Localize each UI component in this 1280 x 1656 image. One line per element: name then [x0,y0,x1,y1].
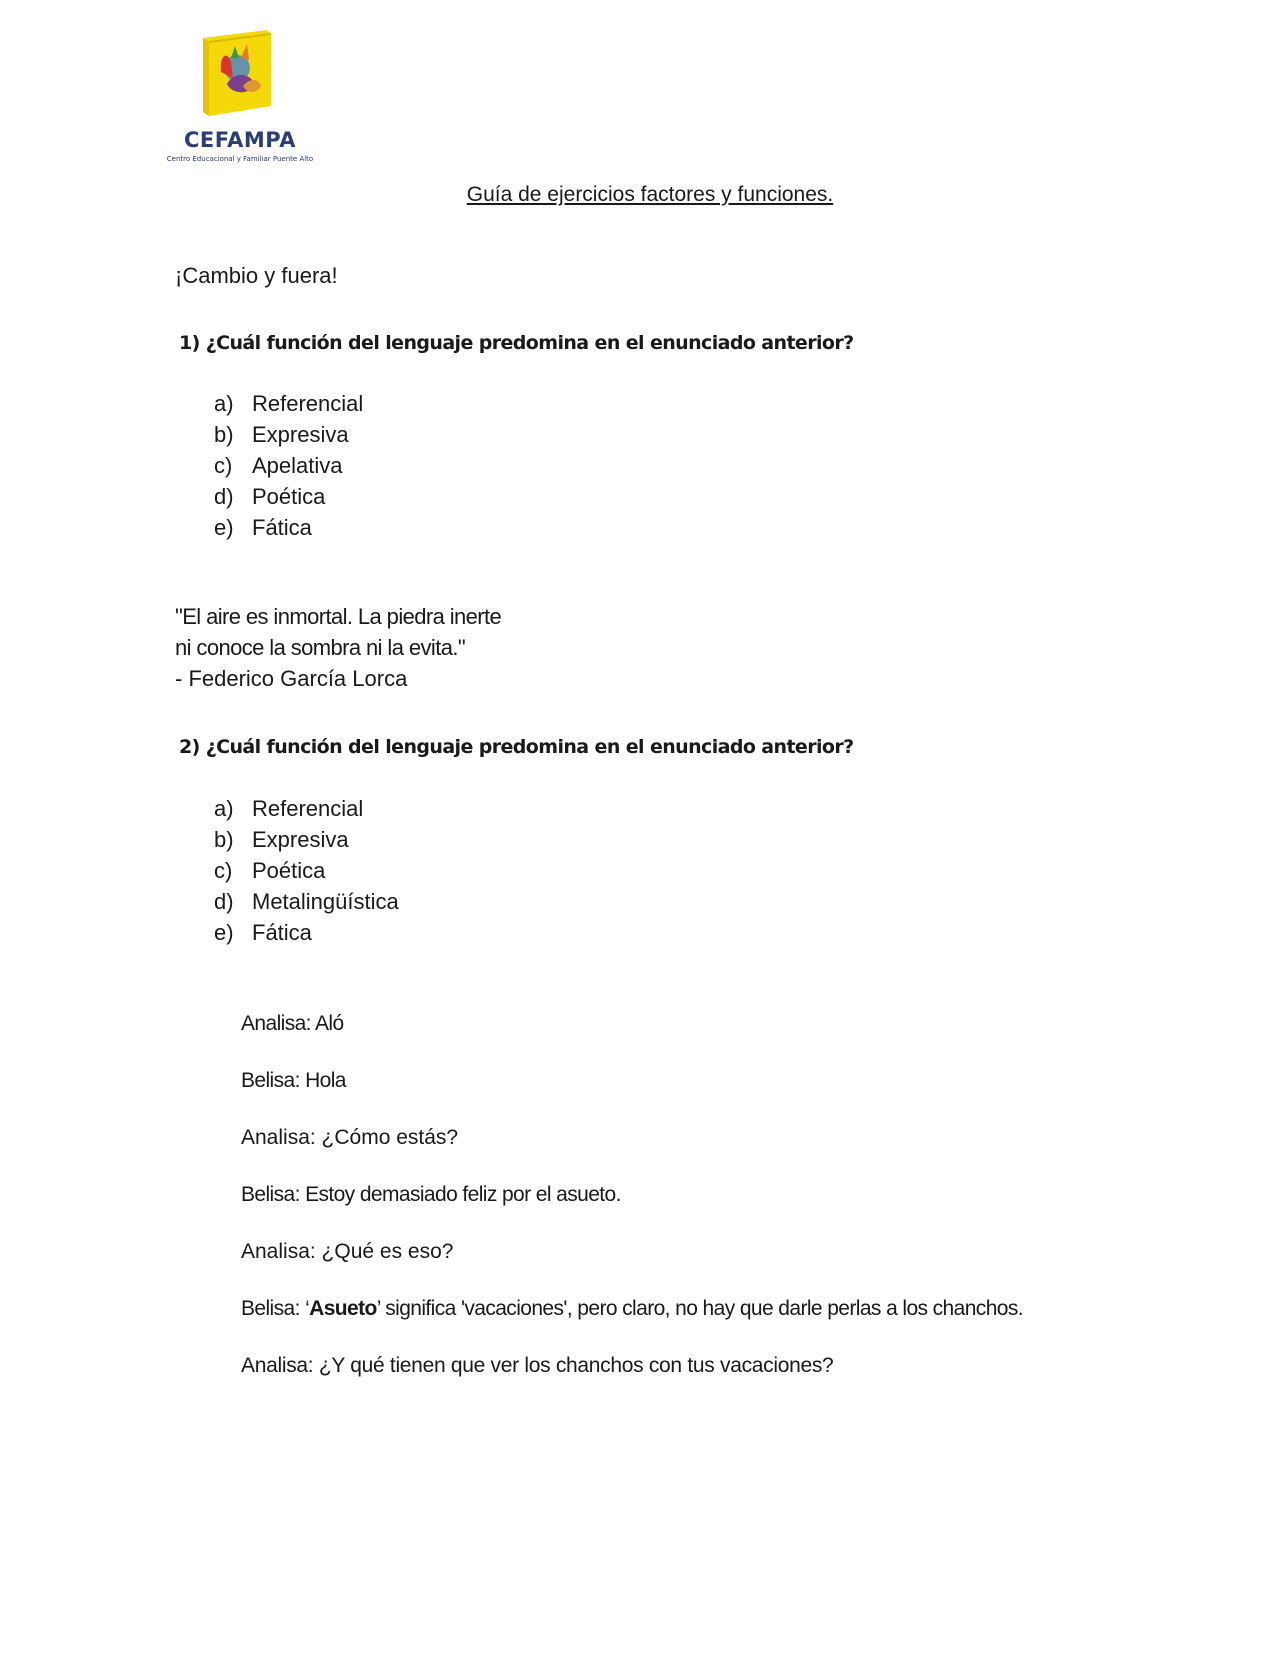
option-label: Fática [252,515,312,540]
option-letter: d) [214,484,234,509]
list-item [214,917,399,948]
option-letter: d) [214,889,234,914]
option-label: Expresiva [252,827,349,852]
logo-tagline: Centro Educacional y Familiar Puente Alto [166,155,314,163]
list-item [214,481,363,512]
quote-line-1: "El aire es inmortal. La piedra inerte [175,604,502,629]
list-item [214,886,399,917]
option-label: Poética [252,484,326,509]
list-item [214,855,399,886]
list-item [214,450,363,481]
list-item [214,824,399,855]
option-letter: e) [214,515,234,540]
dialogue-line-4: Belisa: Estoy demasiado feliz por el asueto. [241,1183,621,1206]
option-label: Referencial [252,796,364,821]
option-letter: c) [214,858,233,883]
list-item [214,388,363,419]
dialogue-line-7: Analisa: ¿Y qué tienen que ver los chanchos con tus vacaciones? [241,1354,834,1377]
quote-author: - Federico García Lorca [175,666,408,691]
dialogue-line-6-emphasis: Asueto [309,1297,377,1320]
list-item [214,419,363,450]
list-item [214,512,363,543]
option-label: Referencial [252,391,364,416]
dialogue-line-2: Belisa: Hola [241,1069,346,1092]
dialogue-line-1: Analisa: Aló [241,1012,344,1035]
option-letter: e) [214,920,234,945]
option-letter: a) [214,796,234,821]
option-label: Fática [252,920,312,945]
list-item [214,793,399,824]
option-letter: b) [214,827,234,852]
cefampa-logo [165,28,325,168]
option-label: Metalingüística [252,889,399,914]
stimulus-1: ¡Cambio y fuera! [175,263,338,288]
question-1-options [214,388,363,543]
option-letter: c) [214,453,233,478]
option-label: Expresiva [252,422,349,447]
dialogue-line-3: Analisa: ¿Cómo estás? [241,1126,459,1149]
question-2: 2) ¿Cuál función del lenguaje predomina en el enunciado anterior? [179,736,854,758]
question-2-options [214,793,399,948]
page-title: Guía de ejercicios factores y funciones. [466,183,834,206]
quote-line-2: ni conoce la sombra ni la evita." [175,635,466,660]
option-letter: b) [214,422,234,447]
dialogue-line-6-suffix: ’ significa 'vacaciones', pero claro, no hay que darle perlas a los chanchos. [376,1297,1023,1320]
dialogue-line-5: Analisa: ¿Qué es eso? [241,1240,454,1263]
question-1: 1) ¿Cuál función del lenguaje predomina en el enunciado anterior? [179,332,854,354]
dialogue-line-6 [241,1297,1023,1321]
option-letter: a) [214,391,234,416]
option-label: Poética [252,858,326,883]
dialogue-line-6-prefix: Belisa: ‘ [241,1297,310,1320]
logo-name: CEFAMPA [183,128,297,152]
book-hands-icon [197,28,279,122]
option-label: Apelativa [252,453,343,478]
quote [175,601,501,694]
